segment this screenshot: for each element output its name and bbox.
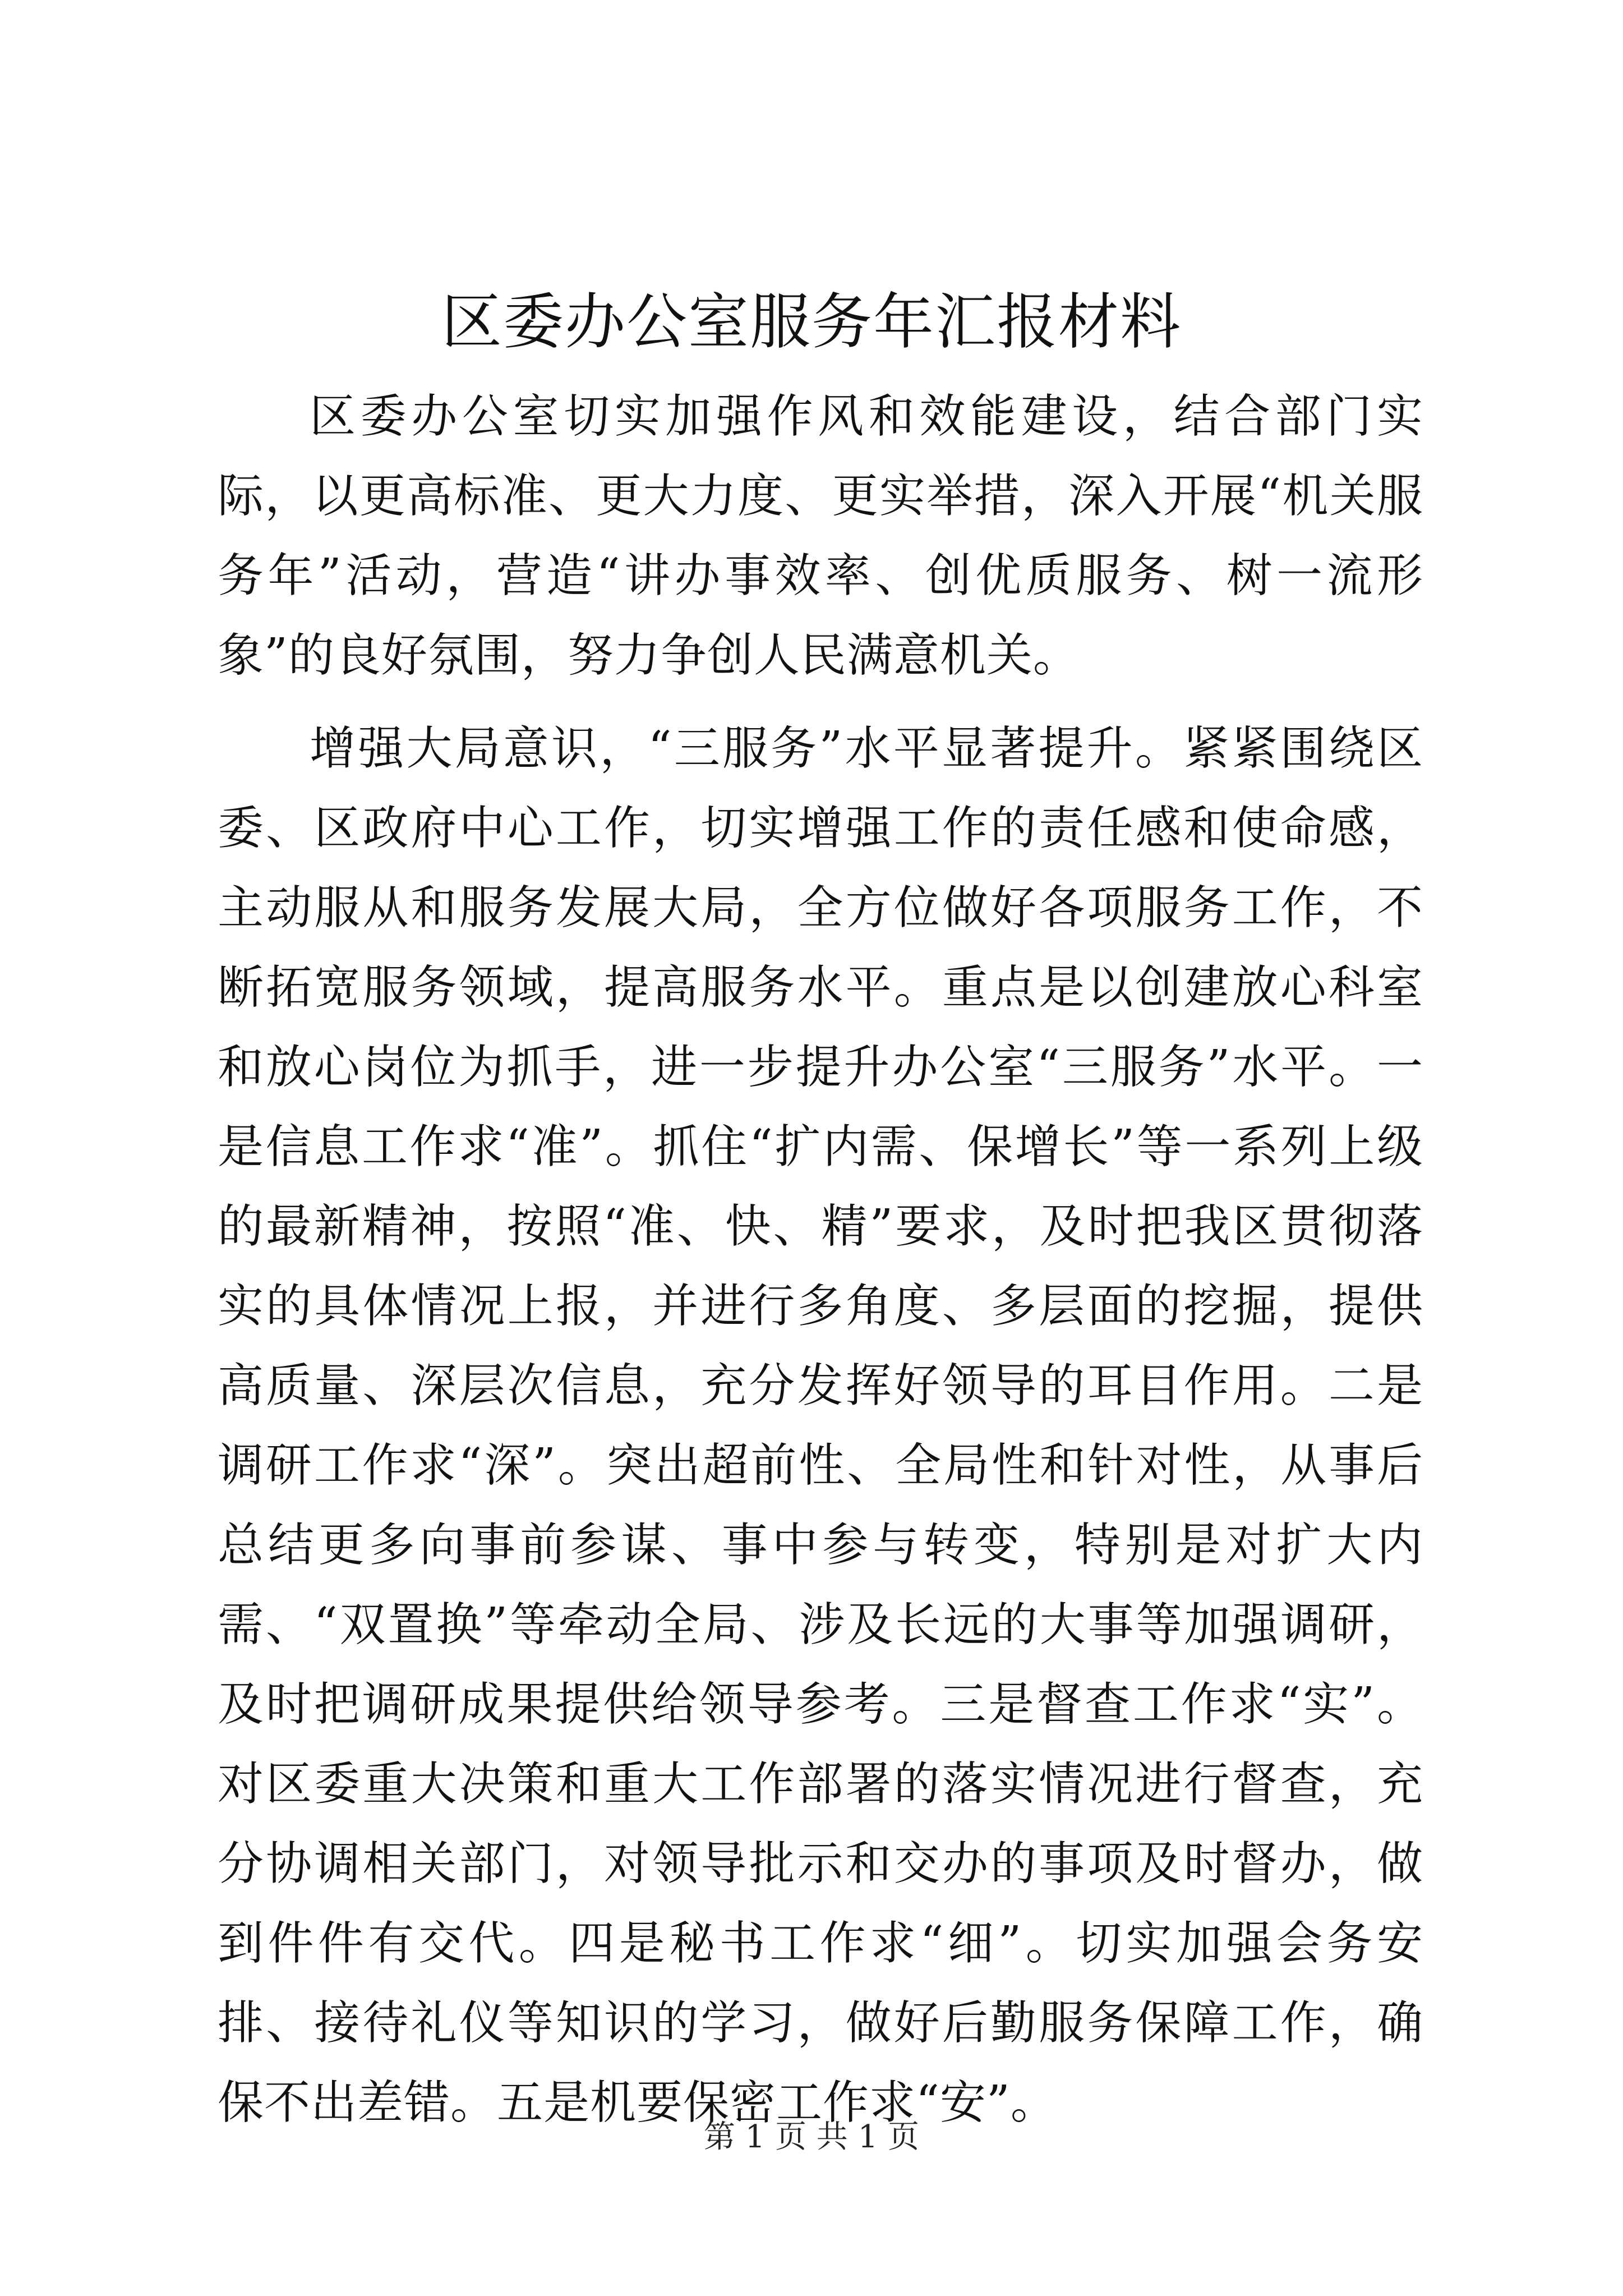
document-body: [218, 377, 1423, 2156]
document-title: 区委办公室服务年汇报材料: [441, 287, 1182, 357]
paragraph-intro: 区委办公室切实加强作风和效能建设，结合部门实际，以更高标准、更大力度、更实举措，深入开展“机关服务年”活动，营造“讲办事效率、创优质服务、树一流形象”的良好氛围，努力争创人民满意机关。: [218, 390, 1423, 682]
page-footer: 第 1 页 共 1 页: [703, 2119, 920, 2155]
paragraph-service: 增强大局意识，“三服务”水平显著提升。紧紧围绕区委、区政府中心工作，切实增强工作的责任感和使命感，主动服从和服务发展大局，全方位做好各项服务工作，不断拓宽服务领域，提高服务水平。重点是以创建放心科室和放心岗位为抓手，进一步提升办公室“三服务”水平。一是信息工作求“准”。抓住“扩内需、保增长”等一系列上级的最新精神，按照“准、快、精”要求，及时把我区贯彻落实的具体情况上报，并进行多角度、多层面的挖掘，提供高质量、深层次信息，充分发挥好领导的耳目作用。二是调研工作求“深”。突出超前性、全局性和针对性，从事后总结更多向事前参谋、事中参与转变，特别是对扩大内需、“双置换”等牵动全局、涉及长远的大事等加强调研，及时把调研成果提供给领导参考。三是督查工作求“实”。对区委重大决策和重大工作部署的落实情况进行督查，充分协调相关部门，对领导批示和交办的事项及时督办，做到件件有交代。四是秘书工作求“细”。切实加强会务安排、接待礼仪等知识的学习，做好后勤服务保障工作，确保不出差错。五是机要保密工作求“安”。: [218, 722, 1423, 2129]
